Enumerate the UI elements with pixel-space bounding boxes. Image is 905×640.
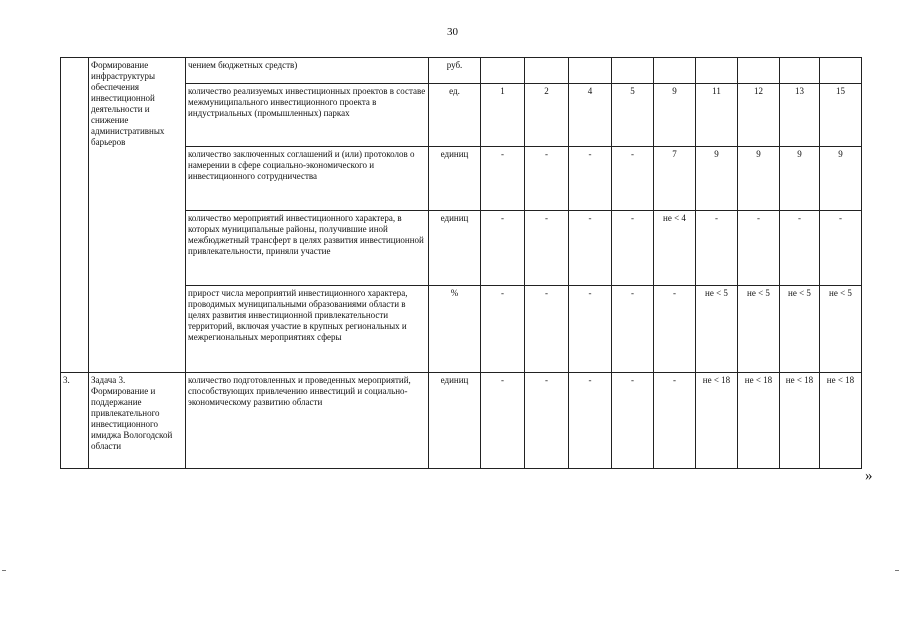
indicators-table xyxy=(60,57,862,469)
value-cell xyxy=(654,58,696,84)
scan-margin-mark xyxy=(895,570,899,571)
value-cell xyxy=(481,58,525,84)
value-cell: не < 18 xyxy=(738,373,780,469)
value-cell: 5 xyxy=(612,84,654,147)
value-cell: - xyxy=(525,286,569,373)
value-cell: - xyxy=(569,286,612,373)
indicator-cell: количество мероприятий инвестиционного характера, в которых муниципальные районы, получившие иной межбюджетный трансферт в целях развития инвестиционной привлекательности, приняли участие xyxy=(186,211,429,286)
value-cell: - xyxy=(654,286,696,373)
indicator-cell: количество реализуемых инвестиционных проектов в составе межмуниципального инвестиционного проекта в индустриальных (промышленных) парках xyxy=(186,84,429,147)
value-cell: - xyxy=(481,147,525,211)
value-cell xyxy=(820,58,862,84)
unit-cell: единиц xyxy=(429,147,481,211)
value-cell: - xyxy=(569,147,612,211)
value-cell: - xyxy=(696,211,738,286)
value-cell: - xyxy=(780,211,820,286)
unit-cell: % xyxy=(429,286,481,373)
value-cell: 9 xyxy=(696,147,738,211)
value-cell: не < 18 xyxy=(696,373,738,469)
task-cell: Формирование инфраструктуры обеспечения инвестиционной деятельности и снижение административных барьеров xyxy=(89,58,186,373)
table-row xyxy=(61,58,862,84)
value-cell: 15 xyxy=(820,84,862,147)
value-cell: - xyxy=(525,147,569,211)
value-cell: - xyxy=(569,211,612,286)
value-cell xyxy=(780,58,820,84)
value-cell: не < 5 xyxy=(696,286,738,373)
indicator-cell: прирост числа мероприятий инвестиционного характера, проводимых муниципальными образованиями области в целях развития инвестиционной привлекательности территорий, включая участие в крупных региональных и межрегиональных мероприятиях сферы xyxy=(186,286,429,373)
unit-cell: руб. xyxy=(429,58,481,84)
value-cell: не < 5 xyxy=(738,286,780,373)
value-cell: не < 18 xyxy=(820,373,862,469)
value-cell: - xyxy=(569,373,612,469)
value-cell: 1 xyxy=(481,84,525,147)
scan-margin-mark xyxy=(2,570,6,571)
value-cell: 12 xyxy=(738,84,780,147)
value-cell: 7 xyxy=(654,147,696,211)
value-cell xyxy=(738,58,780,84)
unit-cell: единиц xyxy=(429,373,481,469)
value-cell: 2 xyxy=(525,84,569,147)
value-cell: - xyxy=(612,373,654,469)
value-cell xyxy=(569,58,612,84)
indicator-cell: количество заключенных соглашений и (или) протоколов о намерении в сфере социально-экономического и инвестиционного сотрудничества xyxy=(186,147,429,211)
task-cell: Задача 3. Формирование и поддержание привлекательного инвестиционного имиджа Вологодской области xyxy=(89,373,186,469)
value-cell: - xyxy=(525,373,569,469)
value-cell: - xyxy=(481,211,525,286)
value-cell: - xyxy=(654,373,696,469)
value-cell: - xyxy=(612,286,654,373)
page-number: 30 xyxy=(447,26,458,38)
value-cell: - xyxy=(738,211,780,286)
unit-cell: ед. xyxy=(429,84,481,147)
closing-quote-mark: » xyxy=(865,468,873,484)
value-cell: - xyxy=(612,147,654,211)
value-cell: - xyxy=(481,286,525,373)
value-cell: - xyxy=(481,373,525,469)
value-cell: 9 xyxy=(820,147,862,211)
unit-cell: единиц xyxy=(429,211,481,286)
value-cell: - xyxy=(820,211,862,286)
value-cell: 9 xyxy=(780,147,820,211)
value-cell: - xyxy=(612,211,654,286)
value-cell xyxy=(525,58,569,84)
value-cell: не < 5 xyxy=(780,286,820,373)
row-number-cell: 3. xyxy=(61,373,89,469)
table-row xyxy=(61,373,862,469)
value-cell: 9 xyxy=(654,84,696,147)
indicator-cell: чением бюджетных средств) xyxy=(186,58,429,84)
value-cell xyxy=(696,58,738,84)
value-cell: 11 xyxy=(696,84,738,147)
value-cell: не < 4 xyxy=(654,211,696,286)
value-cell: 4 xyxy=(569,84,612,147)
indicator-cell: количество подготовленных и проведенных мероприятий, способствующих привлечению инвестиций и социально-экономическому развитию области xyxy=(186,373,429,469)
value-cell: 13 xyxy=(780,84,820,147)
value-cell: - xyxy=(525,211,569,286)
value-cell: не < 5 xyxy=(820,286,862,373)
value-cell: не < 18 xyxy=(780,373,820,469)
row-number-cell xyxy=(61,58,89,373)
value-cell xyxy=(612,58,654,84)
value-cell: 9 xyxy=(738,147,780,211)
